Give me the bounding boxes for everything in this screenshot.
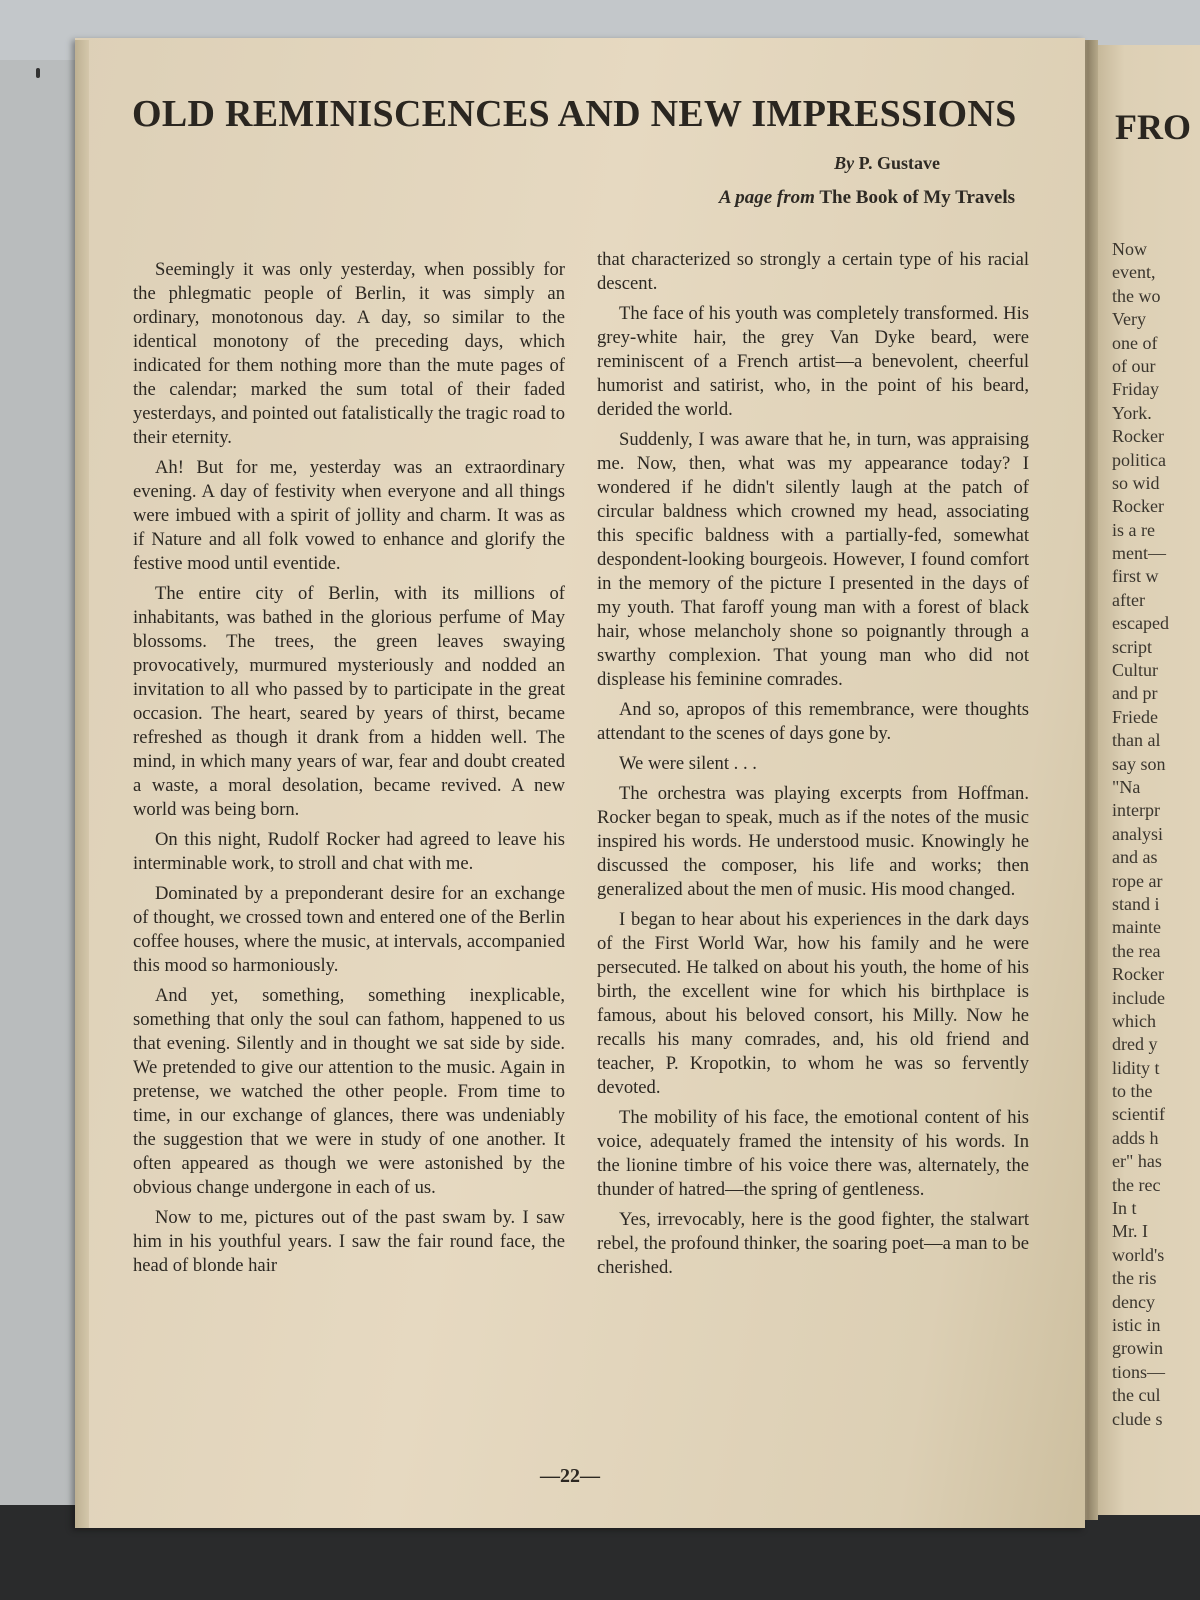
facing-page-line: so wid	[1112, 472, 1160, 493]
facing-page-line: scientif	[1112, 1104, 1165, 1125]
speck	[36, 68, 40, 78]
byline-prefix: By	[834, 153, 855, 173]
facing-page-line: Rocker	[1112, 426, 1164, 447]
facing-page-line: one of	[1112, 332, 1158, 353]
paragraph: The mobility of his face, the emotional content of his voice, adequately framed the intensity of his words. In the lionine timbre of his voice there was, alternately, the thunder of hatred—the spring of gentleness.	[597, 1107, 1029, 1200]
paragraph: Suddenly, I was aware that he, in turn, was appraising me. Now, then, what was my appearance today? I wondered if he didn't silently laugh at the patch of circular baldness which crowned my head, associating this specific baldness with a partially-fed, somewhat despondent-looking bourgeois. However, I found comfort in the memory of the picture I presented in the days of my youth. That faroff young man with a forest of black hair, whose melancholy shone so poignantly through a swarthy complexion. That young man who did not displease his feminine comrades.	[597, 429, 1029, 690]
facing-page-line: "Na	[1112, 776, 1141, 797]
facing-page-line: is a re	[1112, 519, 1155, 540]
facing-page-line: mainte	[1112, 917, 1161, 938]
facing-page-line: of our	[1112, 355, 1156, 376]
facing-page-line: the wo	[1112, 285, 1161, 306]
facing-page-line: the rec	[1112, 1174, 1161, 1195]
facing-page-line: dency	[1112, 1291, 1155, 1312]
facing-page-line: growin	[1112, 1338, 1163, 1359]
facing-page-line: stand i	[1112, 893, 1160, 914]
facing-page-line: York.	[1112, 402, 1152, 423]
facing-page-line: Mr. I	[1112, 1221, 1148, 1242]
facing-page-line: Friday	[1112, 379, 1159, 400]
facing-page-line: lidity t	[1112, 1057, 1160, 1078]
page-number: —22—	[540, 1465, 600, 1487]
facing-page-line: Very	[1112, 309, 1146, 330]
paragraph: that characterized so strongly a certain type of his racial descent.	[597, 249, 1029, 294]
article-title: OLD REMINISCENCES AND NEW IMPRESSIONS	[132, 93, 1017, 135]
paragraph: The entire city of Berlin, with its millions of inhabitants, was bathed in the glorious perfume of May blossoms. The trees, the green leaves swaying provocatively, murmured mysteriously and nodded an invitation to all who passed by to participate in the great occasion. The heart, seared by years of thirst, became refreshed as though it drank from a hidden well. The mind, in which many years of war, fear and doubt created a waste, a moral desolation, became revived. A new world was being born.	[133, 583, 565, 820]
left-column	[133, 258, 565, 1284]
facing-page-line: the ris	[1112, 1268, 1157, 1289]
author-name: P. Gustave	[858, 153, 940, 173]
paragraph: Seemingly it was only yesterday, when possibly for the phlegmatic people of Berlin, it was simply an ordinary, monotonous day. A day, so similar to the identical monotony of the preceding days, which indicated for them nothing more than the mute pages of the calendar; marked the sum total of their faded yesterdays, and pointed out fatalistically the tragic road to their eternity.	[133, 259, 565, 448]
right-column	[597, 248, 1029, 1286]
facing-page-line: clude s	[1112, 1408, 1163, 1429]
facing-page-line: after	[1112, 589, 1145, 610]
byline	[600, 153, 940, 174]
facing-page-line: and pr	[1112, 683, 1158, 704]
paragraph: I began to hear about his experiences in the dark days of the First World War, how his family and he were persecuted. He talked on about his youth, the home of his birth, the excellent wine for which his birthplace is famous, about his beloved consort, his Milly. Now he recalls his many comrades, and, his old friend and teacher, P. Kropotkin, to whom he was so fervently devoted.	[597, 909, 1029, 1098]
facing-page-line: dred y	[1112, 1034, 1158, 1055]
facing-page-line: In t	[1112, 1198, 1137, 1219]
facing-page-line: script	[1112, 636, 1152, 657]
paragraph: Now to me, pictures out of the past swam by. I saw him in his youthful years. I saw the fair round face, the head of blonde hair	[133, 1207, 565, 1276]
paragraph: And so, apropos of this remembrance, were thoughts attendant to the scenes of days gone by.	[597, 699, 1029, 744]
facing-page-line: and as	[1112, 847, 1158, 868]
facing-page-line: the cul	[1112, 1385, 1161, 1406]
paragraph: The orchestra was playing excerpts from Hoffman. Rocker began to speak, much as if the notes of the music inspired his words. He understood music. Knowingly he discussed the composer, his life and works; then generalized about the men of music. His mood changed.	[597, 783, 1029, 900]
facing-page-heading: FRO	[1115, 107, 1191, 147]
facing-page-text	[1112, 238, 1200, 1431]
facing-page-line: Cultur	[1112, 660, 1159, 681]
facing-page-line: world's	[1112, 1244, 1165, 1265]
paragraph: Yes, irrevocably, here is the good fighter, the stalwart rebel, the profound thinker, the soaring poet—a man to be cherished.	[597, 1209, 1029, 1278]
facing-page-line: which	[1112, 1010, 1156, 1031]
facing-page-line: say son	[1112, 753, 1166, 774]
facing-page-line: istic in	[1112, 1314, 1161, 1335]
page-edge	[75, 40, 89, 1528]
facing-page-line: rope ar	[1112, 870, 1163, 891]
facing-page-line: Rocker	[1112, 964, 1164, 985]
facing-page-line: adds h	[1112, 1127, 1159, 1148]
facing-page-line: Rocker	[1112, 496, 1164, 517]
paragraph: And yet, something, something inexplicable, something that only the soul can fathom, happened to us that evening. Silently and in thought we sat side by side. We pretended to give our attention to the music. Again in pretense, we watched the other people. From time to time, in our exchange of glances, there was undeniably the suggestion that we were in study of one another. It often appeared as though we were astonished by the obvious change undergone in each of us.	[133, 985, 565, 1198]
facing-page-line: escaped	[1112, 613, 1169, 634]
paragraph: Ah! But for me, yesterday was an extraordinary evening. A day of festivity when everyone and all things were imbued with a spirit of jollity and charm. It was as if Nature and all folk vowed to enhance and glorify the festive mood until eventide.	[133, 457, 565, 574]
facing-page-line: interpr	[1112, 800, 1160, 821]
facing-page-line: politica	[1112, 449, 1166, 470]
facing-page-line: Friede	[1112, 706, 1158, 727]
facing-page-line: ment—	[1112, 543, 1166, 564]
paragraph: We were silent . . .	[619, 753, 757, 774]
facing-page-line: to the	[1112, 1081, 1153, 1102]
book-title: The Book of My Travels	[819, 187, 1015, 208]
facing-page-line: analysi	[1112, 823, 1163, 844]
paragraph: The face of his youth was completely transformed. His grey-white hair, the grey Van Dyke beard, were reminiscent of a French artist—a benevolent, cheerful humorist and satirist, who, in the point of his beard, derided the world.	[597, 303, 1029, 420]
paragraph: Dominated by a preponderant desire for an exchange of thought, we crossed town and entered one of the Berlin coffee houses, where the music, at intervals, accompanied this mood so harmoniously.	[133, 883, 565, 976]
subline-intro: A page from	[718, 187, 815, 208]
facing-page-line: tions—	[1112, 1361, 1166, 1382]
facing-page-line: Now	[1112, 239, 1147, 259]
facing-page-line: er" has	[1112, 1151, 1162, 1172]
facing-page-line: than al	[1112, 730, 1161, 751]
facing-page-line: the rea	[1112, 940, 1161, 961]
subline	[540, 187, 1015, 209]
facing-page-line: include	[1112, 987, 1165, 1008]
facing-page-line: event,	[1112, 262, 1156, 283]
paragraph: On this night, Rudolf Rocker had agreed to leave his interminable work, to stroll and chat with me.	[133, 829, 565, 874]
facing-page-line: first w	[1112, 566, 1159, 587]
